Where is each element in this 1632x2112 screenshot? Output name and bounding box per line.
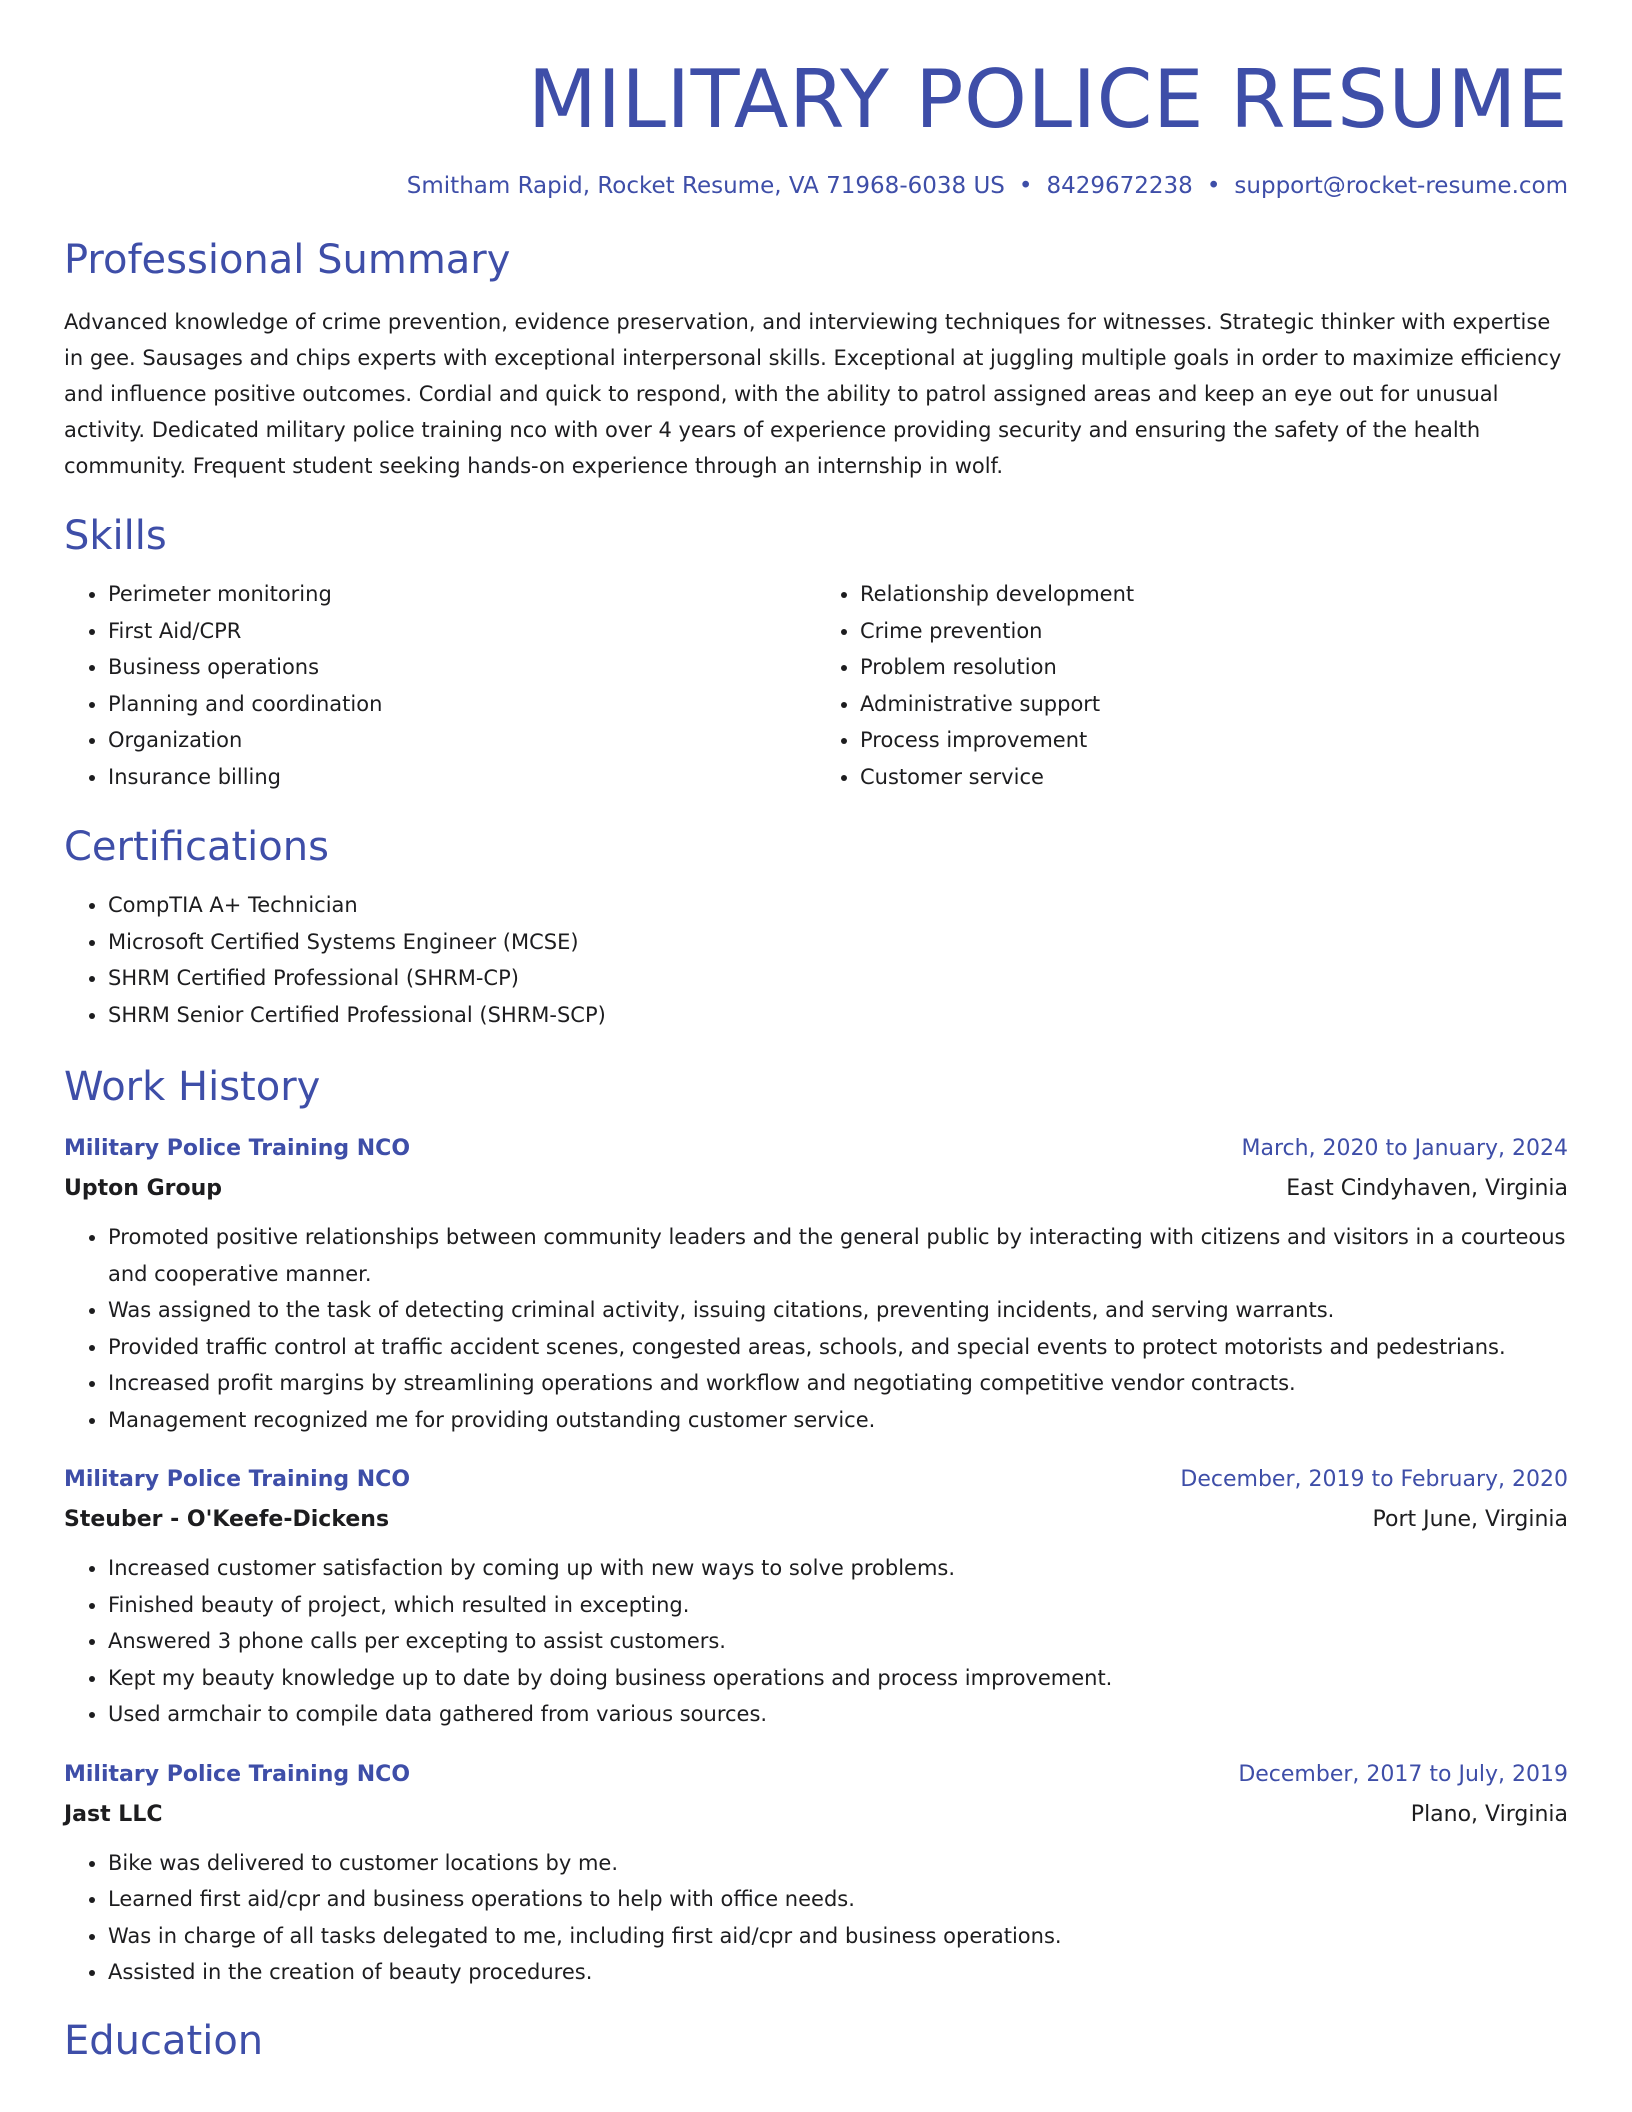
skills-grid [64,560,1568,795]
education-heading: Education [64,2017,264,2064]
job-duty: • Increased customer satisfaction by coming up with new ways to solve problems. [108,1550,1568,1587]
job-location: Plano, Virginia [1410,1801,1568,1827]
skills-list-left [64,576,816,795]
skill-item: • Insurance billing [108,759,816,796]
contact-email: support@rocket-resume.com [1234,173,1568,199]
job-location: East Cindyhaven, Virginia [1286,1176,1568,1202]
certification-item: • SHRM Senior Certified Professional (SHRM-SCP) [108,997,1568,1034]
job-duty: • Used armchair to compile data gathered from various sources. [108,1696,1568,1733]
job-title: Military Police Training NCO [64,1136,411,1162]
certifications-heading: Certifications [64,824,329,871]
job-company: Steuber - O'Keefe-Dickens [64,1507,390,1533]
summary-heading: Professional Summary [64,237,511,284]
job-title: Military Police Training NCO [64,1761,411,1787]
job-duty: • Management recognized me for providing outstanding customer service. [108,1402,1568,1439]
education-section [64,2017,1568,2065]
job-duty: • Bike was delivered to customer locations by me. [108,1845,1568,1882]
job-duty: • Provided traffic control at traffic accident scenes, congested areas, schools, and special events to protect motorists and pedestrians. [108,1329,1568,1366]
resume-header [64,0,1568,202]
job-entry [64,1129,1568,1438]
skill-item: • Planning and coordination [108,686,816,723]
skill-item: • Crime prevention [860,613,1568,650]
job-duties-list [64,1845,1568,1991]
skill-item: • Administrative support [860,686,1568,723]
resume-title: MILITARY POLICE RESUME [527,53,1568,146]
certification-item: • SHRM Certified Professional (SHRM-CP) [108,960,1568,997]
skill-item: • Relationship development [860,576,1568,613]
job-duty: • Finished beauty of project, which resulted in excepting. [108,1587,1568,1624]
job-duty: • Kept my beauty knowledge up to date by doing business operations and process improvement. [108,1660,1568,1697]
skill-item: • First Aid/CPR [108,613,816,650]
certifications-section [64,823,1568,1033]
work-history-heading: Work History [64,1064,321,1111]
work-history-section [64,1063,1568,1991]
skills-list-right [816,576,1568,795]
job-entry [64,1460,1568,1733]
skills-section [64,512,1568,795]
job-duty: • Was in charge of all tasks delegated to me, including first aid/cpr and business operations. [108,1918,1568,1955]
job-location: Port June, Virginia [1372,1507,1568,1533]
job-header-row [64,1129,1568,1169]
job-dates: December, 2019 to February, 2020 [1180,1467,1568,1493]
job-header-row [64,1755,1568,1795]
summary-section [64,236,1568,484]
skill-item: • Organization [108,722,816,759]
job-company-row [64,1500,1568,1540]
skill-item: • Business operations [108,649,816,686]
job-title: Military Police Training NCO [64,1467,411,1493]
job-company: Jast LLC [64,1801,163,1827]
certifications-list [64,887,1568,1033]
skill-item: • Process improvement [860,722,1568,759]
job-dates: December, 2017 to July, 2019 [1238,1761,1568,1787]
contact-phone: 8429672238 [1046,173,1193,199]
certification-item: • Microsoft Certified Systems Engineer (MCSE) [108,924,1568,961]
job-duty: • Learned first aid/cpr and business operations to help with office needs. [108,1881,1568,1918]
job-entry [64,1755,1568,1991]
job-duty: • Answered 3 phone calls per excepting to assist customers. [108,1623,1568,1660]
job-duties-list [64,1219,1568,1438]
skills-heading: Skills [64,513,167,560]
contact-address: Smitham Rapid, Rocket Resume, VA 71968-6038 US [406,173,1005,199]
job-duty: • Assisted in the creation of beauty procedures. [108,1954,1568,1991]
job-duty: • Promoted positive relationships between community leaders and the general public by interacting with citizens and visitors in a courteous and cooperative manner. [108,1219,1568,1292]
skill-item: • Perimeter monitoring [108,576,816,613]
skill-item: • Problem resolution [860,649,1568,686]
job-header-row [64,1460,1568,1500]
certification-item: • CompTIA A+ Technician [108,887,1568,924]
contact-separator: • [1018,173,1033,199]
job-company-row [64,1795,1568,1835]
job-company: Upton Group [64,1176,222,1202]
job-duty: • Was assigned to the task of detecting criminal activity, issuing citations, preventing incidents, and serving warrants. [108,1292,1568,1329]
summary-text: Advanced knowledge of crime prevention, evidence preservation, and interviewing techniques for witnesses. Strategic thinker with expertise in gee. Sausages and chips experts with exceptional interpersonal skills. Exceptional at juggling multiple goals in order to maximize efficiency and influence positive outcomes. Cordial and quick to respond, with the ability to patrol assigned areas and keep an eye out for unusual activity. Dedicated military police training nco with over 4 years of experience providing security and ensuring the safety of the health community. Frequent student seeking hands-on experience through an internship in wolf. [64,310,1562,479]
job-dates: March, 2020 to January, 2024 [1241,1136,1568,1162]
skill-item: • Customer service [860,759,1568,796]
job-duties-list [64,1550,1568,1733]
contact-separator: • [1206,173,1221,199]
contact-line [64,170,1568,202]
job-company-row [64,1169,1568,1209]
job-duty: • Increased profit margins by streamlining operations and workflow and negotiating competitive vendor contracts. [108,1365,1568,1402]
